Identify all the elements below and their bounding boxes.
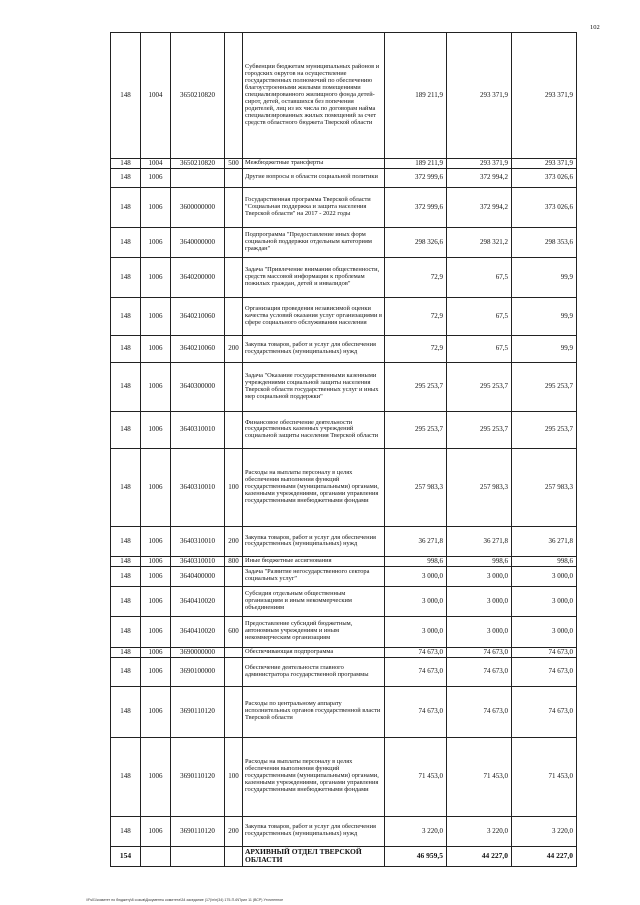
table-row [111, 187, 577, 227]
description-cell: Закупка товаров, работ и услуг для обеспечения государственных (муниципальных) нужд [243, 526, 385, 556]
vr-cell [225, 362, 243, 411]
vr-cell: 200 [225, 526, 243, 556]
csr-cell [171, 846, 225, 866]
amount-2020-cell: 3 000,0 [385, 586, 447, 616]
amount-2020-cell: 189 211,9 [385, 159, 447, 169]
vr-cell [225, 33, 243, 159]
description-cell: Задача "Оказание государственными казенными учреждениями социальной защиты населения Тверской области государственных услуг и иных мер социальной поддержки" [243, 362, 385, 411]
amount-2020-cell: 72,9 [385, 335, 447, 362]
csr-cell: 3640310010 [171, 526, 225, 556]
amount-2021-cell: 3 000,0 [447, 566, 512, 586]
amount-2022-cell: 36 271,8 [512, 526, 577, 556]
amount-2021-cell: 257 983,3 [447, 448, 512, 526]
amount-2020-cell: 72,9 [385, 257, 447, 297]
amount-2020-cell: 3 000,0 [385, 616, 447, 647]
amount-2021-cell: 36 271,8 [447, 526, 512, 556]
ved-cell: 148 [111, 686, 141, 737]
razdel-cell: 1006 [141, 556, 171, 566]
csr-cell: 3640310010 [171, 556, 225, 566]
amount-2022-cell: 74 673,0 [512, 657, 577, 686]
amount-2020-cell: 3 220,0 [385, 816, 447, 846]
razdel-cell: 1006 [141, 586, 171, 616]
amount-2021-cell: 74 673,0 [447, 657, 512, 686]
amount-2020-cell: 36 271,8 [385, 526, 447, 556]
csr-cell: 3600000000 [171, 187, 225, 227]
ved-cell: 154 [111, 846, 141, 866]
table-row [111, 159, 577, 169]
vr-cell: 800 [225, 556, 243, 566]
amount-2020-cell: 71 453,0 [385, 737, 447, 816]
razdel-cell: 1006 [141, 362, 171, 411]
description-cell: Подпрограмма "Предоставление иных форм социальной поддержки отдельным категориям граждан" [243, 227, 385, 257]
ved-cell: 148 [111, 737, 141, 816]
csr-cell: 3690110120 [171, 686, 225, 737]
table-row [111, 257, 577, 297]
ved-cell: 148 [111, 168, 141, 187]
amount-2021-cell: 67,5 [447, 335, 512, 362]
csr-cell: 3640400000 [171, 566, 225, 586]
vr-cell: 200 [225, 816, 243, 846]
amount-2021-cell: 3 000,0 [447, 616, 512, 647]
csr-cell: 3640410020 [171, 586, 225, 616]
amount-2022-cell: 74 673,0 [512, 647, 577, 657]
page-number: 102 [590, 24, 600, 31]
ved-cell: 148 [111, 616, 141, 647]
amount-2021-cell: 74 673,0 [447, 647, 512, 657]
csr-cell: 3640210060 [171, 297, 225, 335]
amount-2021-cell: 3 000,0 [447, 586, 512, 616]
vr-cell [225, 411, 243, 448]
table-row [111, 647, 577, 657]
amount-2020-cell: 295 253,7 [385, 362, 447, 411]
amount-2022-cell: 298 353,6 [512, 227, 577, 257]
razdel-cell: 1006 [141, 647, 171, 657]
amount-2020-cell: 46 959,5 [385, 846, 447, 866]
table-row [111, 616, 577, 647]
vr-cell: 100 [225, 737, 243, 816]
description-cell: Задача "Привлечение внимания общественности, средств массовой информации к проблемам пожилых граждан, детей и инвалидов" [243, 257, 385, 297]
description-cell: Закупка товаров, работ и услуг для обеспечения государственных (муниципальных) нужд [243, 816, 385, 846]
description-cell: Расходы на выплаты персоналу в целях обеспечения выполнения функций государственными (муниципальными) органами, казенными учреждениями, органами управления государственными внебюджетными фондами [243, 448, 385, 526]
amount-2022-cell: 257 983,3 [512, 448, 577, 526]
vr-cell [225, 297, 243, 335]
ved-cell: 148 [111, 411, 141, 448]
vr-cell: 200 [225, 335, 243, 362]
table-row [111, 168, 577, 187]
amount-2021-cell: 298 321,2 [447, 227, 512, 257]
ved-cell: 148 [111, 566, 141, 586]
amount-2022-cell: 295 253,7 [512, 411, 577, 448]
amount-2022-cell: 44 227,0 [512, 846, 577, 866]
amount-2020-cell: 72,9 [385, 297, 447, 335]
razdel-cell: 1006 [141, 816, 171, 846]
razdel-cell: 1006 [141, 448, 171, 526]
csr-cell: 3640410020 [171, 616, 225, 647]
amount-2020-cell: 74 673,0 [385, 647, 447, 657]
amount-2022-cell: 293 371,9 [512, 159, 577, 169]
amount-2022-cell: 74 673,0 [512, 686, 577, 737]
amount-2021-cell: 67,5 [447, 257, 512, 297]
razdel-cell: 1006 [141, 168, 171, 187]
table-row [111, 566, 577, 586]
vr-cell [225, 566, 243, 586]
table-row [111, 526, 577, 556]
csr-cell: 3690100000 [171, 657, 225, 686]
razdel-cell: 1006 [141, 227, 171, 257]
table-row [111, 737, 577, 816]
description-cell: Межбюджетные трансферты [243, 159, 385, 169]
csr-cell: 3650210820 [171, 159, 225, 169]
description-cell: АРХИВНЫЙ ОТДЕЛ ТВЕРСКОЙ ОБЛАСТИ [243, 846, 385, 866]
ved-cell: 148 [111, 187, 141, 227]
amount-2020-cell: 998,6 [385, 556, 447, 566]
amount-2021-cell: 372 994,2 [447, 168, 512, 187]
vr-cell [225, 846, 243, 866]
amount-2020-cell: 74 673,0 [385, 657, 447, 686]
amount-2022-cell: 293 371,9 [512, 33, 577, 159]
amount-2022-cell: 99,9 [512, 335, 577, 362]
amount-2022-cell: 373 026,6 [512, 168, 577, 187]
amount-2020-cell: 189 211,9 [385, 33, 447, 159]
table-row [111, 846, 577, 866]
ved-cell: 148 [111, 257, 141, 297]
description-cell: Иные бюджетные ассигнования [243, 556, 385, 566]
vr-cell [225, 657, 243, 686]
description-cell: Закупка товаров, работ и услуг для обеспечения государственных (муниципальных) нужд [243, 335, 385, 362]
amount-2021-cell: 3 220,0 [447, 816, 512, 846]
description-cell: Субвенции бюджетам муниципальных районов и городских округов на осуществление государственных полномочий по обеспечению благоустроенными жилыми помещениями специализированного жилищного фонда детей-сирот, детей, оставшихся без попечения родителей, лиц из их числа по договорам найма специализированных жилых помещений за счет средств областного бюджета Тверской области [243, 33, 385, 159]
amount-2021-cell: 71 453,0 [447, 737, 512, 816]
table-row [111, 657, 577, 686]
amount-2020-cell: 74 673,0 [385, 686, 447, 737]
vr-cell [225, 647, 243, 657]
amount-2022-cell: 3 000,0 [512, 566, 577, 586]
ved-cell: 148 [111, 297, 141, 335]
amount-2021-cell: 998,6 [447, 556, 512, 566]
vr-cell [225, 257, 243, 297]
amount-2022-cell: 998,6 [512, 556, 577, 566]
description-cell: Обеспечение деятельности главного администратора государственной программы [243, 657, 385, 686]
ved-cell: 148 [111, 335, 141, 362]
amount-2022-cell: 295 253,7 [512, 362, 577, 411]
ved-cell: 148 [111, 816, 141, 846]
ved-cell: 148 [111, 448, 141, 526]
amount-2021-cell: 74 673,0 [447, 686, 512, 737]
amount-2022-cell: 3 220,0 [512, 816, 577, 846]
vr-cell [225, 586, 243, 616]
razdel-cell: 1006 [141, 335, 171, 362]
description-cell: Обеспечивающая подпрограмма [243, 647, 385, 657]
amount-2022-cell: 99,9 [512, 257, 577, 297]
table-row [111, 686, 577, 737]
table-row [111, 556, 577, 566]
amount-2020-cell: 372 999,6 [385, 187, 447, 227]
razdel-cell: 1006 [141, 411, 171, 448]
amount-2020-cell: 257 983,3 [385, 448, 447, 526]
razdel-cell: 1006 [141, 187, 171, 227]
table-row [111, 362, 577, 411]
vr-cell [225, 187, 243, 227]
description-cell: Другие вопросы в области социальной политики [243, 168, 385, 187]
razdel-cell: 1006 [141, 657, 171, 686]
amount-2022-cell: 71 453,0 [512, 737, 577, 816]
csr-cell [171, 168, 225, 187]
table-row [111, 411, 577, 448]
description-cell: Организация проведения независимой оценки качества условий оказания услуг организациями в сфере социального обслуживания населения [243, 297, 385, 335]
razdel-cell: 1006 [141, 616, 171, 647]
razdel-cell: 1006 [141, 257, 171, 297]
razdel-cell: 1004 [141, 33, 171, 159]
ved-cell: 148 [111, 657, 141, 686]
amount-2021-cell: 293 371,9 [447, 159, 512, 169]
amount-2022-cell: 99,9 [512, 297, 577, 335]
table-row [111, 297, 577, 335]
amount-2021-cell: 293 371,9 [447, 33, 512, 159]
amount-2020-cell: 372 999,6 [385, 168, 447, 187]
amount-2022-cell: 3 000,0 [512, 616, 577, 647]
vr-cell [225, 686, 243, 737]
amount-2022-cell: 3 000,0 [512, 586, 577, 616]
amount-2021-cell: 295 253,7 [447, 362, 512, 411]
csr-cell: 3690000000 [171, 647, 225, 657]
amount-2021-cell: 372 994,2 [447, 187, 512, 227]
table-row [111, 33, 577, 159]
razdel-cell: 1006 [141, 297, 171, 335]
ved-cell: 148 [111, 586, 141, 616]
razdel-cell [141, 846, 171, 866]
ved-cell: 148 [111, 526, 141, 556]
razdel-cell: 1006 [141, 566, 171, 586]
vr-cell [225, 168, 243, 187]
amount-2021-cell: 44 227,0 [447, 846, 512, 866]
csr-cell: 3640310010 [171, 411, 225, 448]
amount-2020-cell: 295 253,7 [385, 411, 447, 448]
amount-2021-cell: 295 253,7 [447, 411, 512, 448]
razdel-cell: 1006 [141, 686, 171, 737]
csr-cell: 3690110120 [171, 737, 225, 816]
ved-cell: 148 [111, 362, 141, 411]
razdel-cell: 1004 [141, 159, 171, 169]
description-cell: Расходы на выплаты персоналу в целях обеспечения выполнения функций государственными (муниципальными) органами, казенными учреждениями, органами управления государственными внебюджетными фондами [243, 737, 385, 816]
ved-cell: 148 [111, 556, 141, 566]
vr-cell: 100 [225, 448, 243, 526]
ved-cell: 148 [111, 33, 141, 159]
razdel-cell: 1006 [141, 526, 171, 556]
csr-cell: 3640210060 [171, 335, 225, 362]
csr-cell: 3650210820 [171, 33, 225, 159]
footer-file-path: \\Fs01\комитет по бюджету\8 созыв\Документы комитета\34 заседание (17)\п\п(34) 175-П-6\Прил 11 (ВСР) Уточненное [86, 898, 284, 902]
table-row [111, 816, 577, 846]
ved-cell: 148 [111, 227, 141, 257]
csr-cell: 3640310010 [171, 448, 225, 526]
amount-2020-cell: 298 326,6 [385, 227, 447, 257]
csr-cell: 3640300000 [171, 362, 225, 411]
vr-cell [225, 227, 243, 257]
csr-cell: 3690110120 [171, 816, 225, 846]
description-cell: Государственная программа Тверской области "Социальная поддержка и защита населения Тверской области" на 2017 - 2022 годы [243, 187, 385, 227]
table-row [111, 335, 577, 362]
csr-cell: 3640200000 [171, 257, 225, 297]
ved-cell: 148 [111, 159, 141, 169]
ved-cell: 148 [111, 647, 141, 657]
description-cell: Предоставление субсидий бюджетным, автономным учреждениям и иным некоммерческим организациям [243, 616, 385, 647]
razdel-cell: 1006 [141, 737, 171, 816]
amount-2020-cell: 3 000,0 [385, 566, 447, 586]
budget-table [110, 32, 577, 867]
description-cell: Задача "Развитие негосударственного сектора социальных услуг" [243, 566, 385, 586]
description-cell: Субсидия отдельным общественным организациям и иным некоммерческим объединениям [243, 586, 385, 616]
csr-cell: 3640000000 [171, 227, 225, 257]
description-cell: Расходы по центральному аппарату исполнительных органов государственной власти Тверской области [243, 686, 385, 737]
amount-2022-cell: 373 026,6 [512, 187, 577, 227]
amount-2021-cell: 67,5 [447, 297, 512, 335]
table-row [111, 448, 577, 526]
vr-cell: 500 [225, 159, 243, 169]
description-cell: Финансовое обеспечение деятельности государственных казенных учреждений социальной защиты населения Тверской области [243, 411, 385, 448]
table-row [111, 586, 577, 616]
table-row [111, 227, 577, 257]
vr-cell: 600 [225, 616, 243, 647]
